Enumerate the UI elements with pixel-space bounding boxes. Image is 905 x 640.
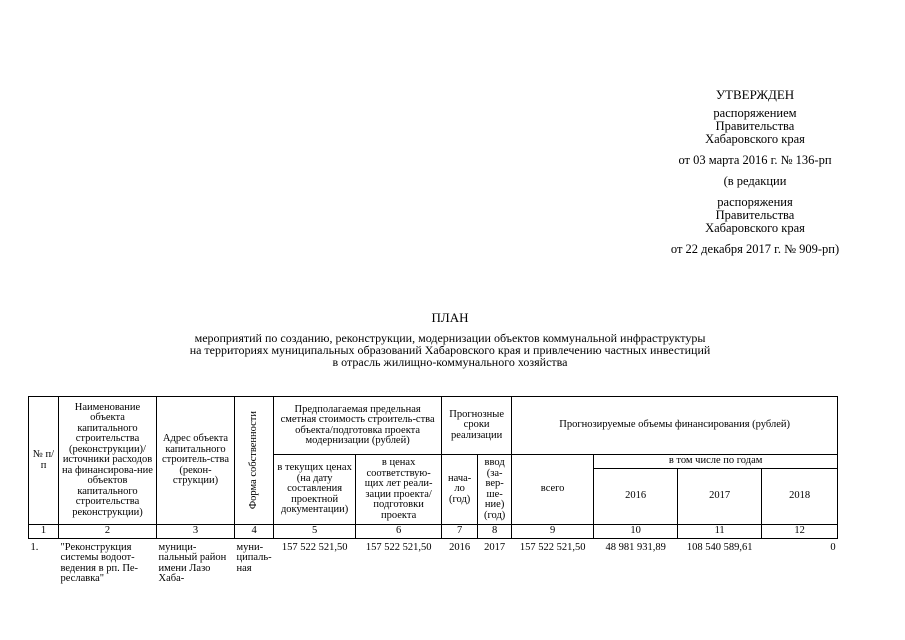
col-number: 4 bbox=[235, 525, 274, 539]
header-year-2016: 2016 bbox=[594, 469, 678, 525]
approval-line: Правительства bbox=[715, 208, 795, 222]
approval-line: (в редакции bbox=[723, 174, 787, 188]
col-number: 5 bbox=[274, 525, 356, 539]
header-name: Наименование объекта капитального строительства (реконструкции)/ источники расходов на финансирова-ние объектов капитального строительства реконструкции) bbox=[59, 397, 157, 525]
header-address: Адрес объекта капитального строитель-ства (рекон-струкции) bbox=[157, 397, 235, 525]
approval-title: УТВЕРЖДЕН bbox=[715, 87, 795, 102]
plan-subtitle: на территориях муниципальных образований Хабаровского края и привлечению частных инвестиций bbox=[189, 343, 711, 357]
plan-title: ПЛАН bbox=[431, 310, 469, 325]
row-start: 2016 bbox=[449, 541, 471, 553]
row-2017: 108 540 589,61 bbox=[686, 541, 753, 553]
header-financing: Прогнозируемые объемы финансирования (рублей) bbox=[512, 397, 838, 455]
plan-subtitle: в отрасль жилищно-коммунального хозяйства bbox=[332, 355, 568, 369]
header-end-year: ввод (за-вер-ше-ние) (год) bbox=[478, 455, 512, 525]
row-num: 1. bbox=[30, 541, 39, 553]
col-number: 2 bbox=[59, 525, 157, 539]
row-cost-current: 157 522 521,50 bbox=[281, 541, 348, 553]
header-by-years: в том числе по годам bbox=[594, 455, 838, 469]
col-number: 10 bbox=[594, 525, 678, 539]
row-2016: 48 981 931,89 bbox=[605, 541, 666, 553]
col-number: 7 bbox=[442, 525, 478, 539]
col-number: 11 bbox=[678, 525, 762, 539]
approval-line: Хабаровского края bbox=[705, 132, 805, 146]
table-row bbox=[29, 538, 838, 586]
approval-line: Правительства bbox=[715, 119, 795, 133]
col-number: 9 bbox=[512, 525, 594, 539]
header-terms: Прогнозные сроки реализации bbox=[442, 397, 512, 455]
row-end: 2017 bbox=[484, 541, 506, 553]
approval-line: распоряжения bbox=[717, 195, 793, 209]
row-name: "Реконструкция системы водоот-ведения в рп. Пе-реславка" bbox=[60, 541, 139, 584]
plan-subtitle: мероприятий по созданию, реконструкции, модернизации объектов коммунальной инфраструктуры bbox=[194, 331, 706, 345]
header-cost-projected: в ценах соответствую-щих лет реали-зации проекта/ подготовки проекта bbox=[356, 455, 442, 525]
col-number: 6 bbox=[356, 525, 442, 539]
row-address: муници-пальный район имени Лазо Хаба- bbox=[158, 541, 227, 584]
header-cost-current: в текущих ценах (на дату составления проектной документации) bbox=[274, 455, 356, 525]
approval-line: от 03 марта 2016 г. № 136-рп bbox=[678, 153, 832, 167]
plan-table bbox=[28, 396, 838, 586]
row-cost-projected: 157 522 521,50 bbox=[365, 541, 432, 553]
col-number: 1 bbox=[29, 525, 59, 539]
approval-block bbox=[640, 88, 870, 256]
row-2018: 0 bbox=[830, 541, 836, 553]
header-cost: Предполагаемая предельная сметная стоимость строитель-ства объекта/подготовка проекта модернизации (рублей) bbox=[274, 397, 442, 455]
plan-heading bbox=[110, 310, 790, 368]
col-number: 8 bbox=[478, 525, 512, 539]
col-number: 12 bbox=[762, 525, 838, 539]
header-year-2017: 2017 bbox=[678, 469, 762, 525]
header-ownership: Форма собственности bbox=[235, 397, 274, 525]
header-num: № п/п bbox=[29, 397, 59, 525]
approval-line: распоряжением bbox=[713, 106, 797, 120]
col-number: 3 bbox=[157, 525, 235, 539]
header-start-year: нача-ло (год) bbox=[442, 455, 478, 525]
row-ownership: муни-ципаль-ная bbox=[236, 541, 272, 574]
row-total: 157 522 521,50 bbox=[519, 541, 586, 553]
approval-line: от 22 декабря 2017 г. № 909-рп) bbox=[670, 242, 840, 256]
approval-line: Хабаровского края bbox=[705, 221, 805, 235]
header-total: всего bbox=[512, 455, 594, 525]
header-year-2018: 2018 bbox=[762, 469, 838, 525]
